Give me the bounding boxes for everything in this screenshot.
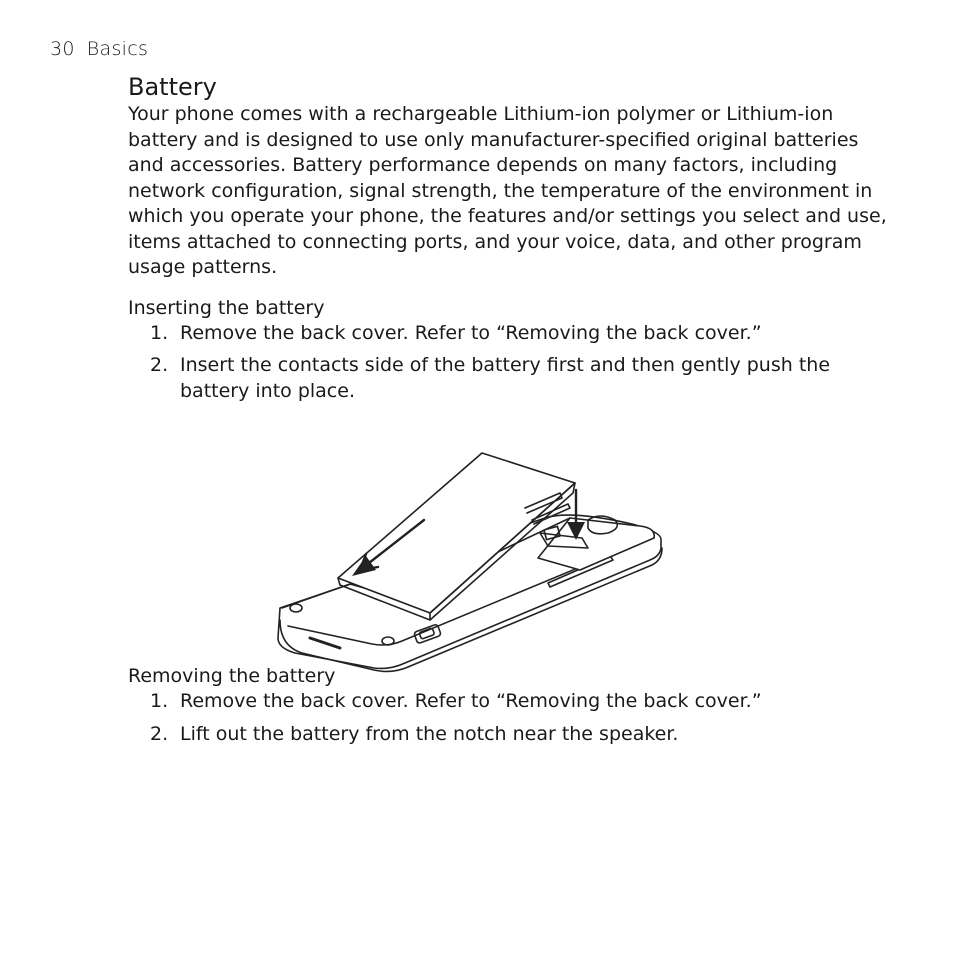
list-item xyxy=(128,689,870,715)
list-item xyxy=(128,722,870,748)
step-number: 2. xyxy=(150,354,169,376)
battery-insertion-illustration xyxy=(270,448,670,678)
battery-intro: Your phone comes with a rechargeable Lithium-ion polymer or Lithium-ion battery and is designed to use only manufacturer-specified original batteries and accessories. Battery performance depends on many factors, including network configuration, signal strength, the temperature of the environment in which you operate your phone, the features and/or settings you select and use, items attached to connecting ports, and your voice, data, and other program usage patterns. xyxy=(128,103,887,278)
list-item xyxy=(128,353,870,404)
removing-steps xyxy=(128,689,888,747)
removing-heading: Removing the battery xyxy=(128,665,336,687)
step-text: Remove the back cover. Refer to “Removing the back cover.” xyxy=(180,321,762,344)
step-number: 2. xyxy=(150,722,169,745)
step-text: Insert the contacts side of the battery first and then gently push the battery into place. xyxy=(180,354,831,402)
page-header xyxy=(50,38,148,60)
step-text: Lift out the battery from the notch near the speaker. xyxy=(180,722,679,745)
inserting-heading: Inserting the battery xyxy=(128,296,325,319)
step-number: 1. xyxy=(150,690,169,712)
inserting-steps xyxy=(128,321,888,405)
section-title: Battery xyxy=(128,73,217,101)
step-number: 1. xyxy=(150,321,169,344)
header-section: Basics xyxy=(86,38,149,60)
page-number: 30 xyxy=(50,38,75,60)
list-item xyxy=(128,321,870,347)
step-text: Remove the back cover. Refer to “Removing the back cover.” xyxy=(180,690,762,712)
